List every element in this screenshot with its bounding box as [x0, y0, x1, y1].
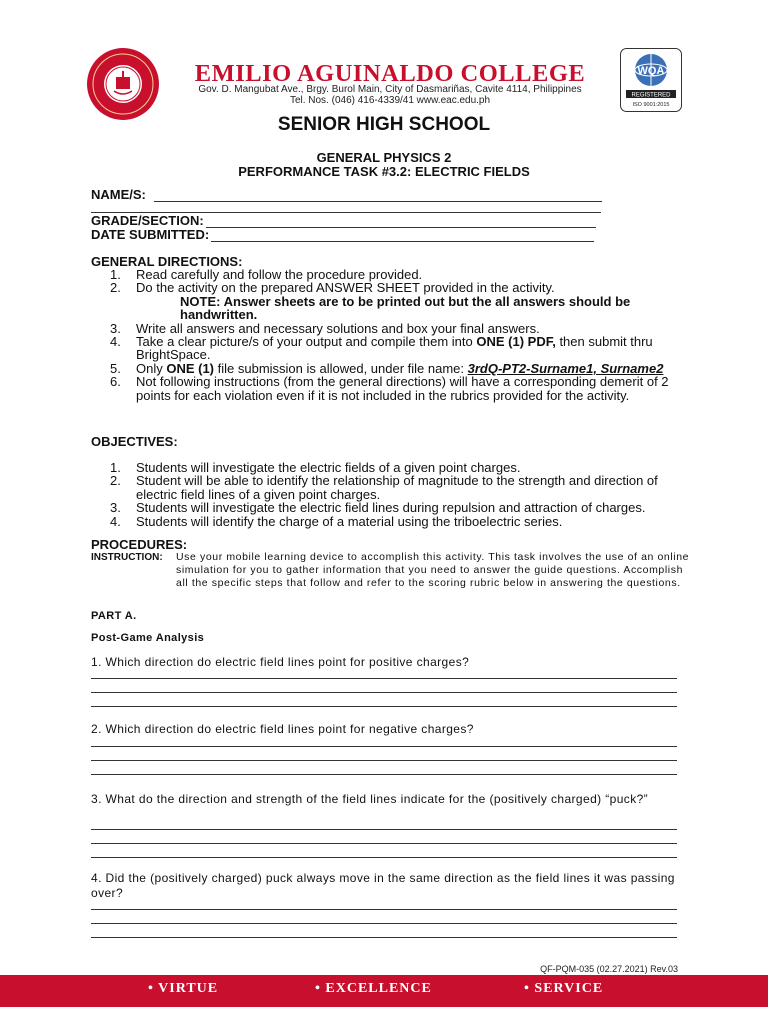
instruction-label: INSTRUCTION: [91, 552, 163, 563]
footer-service: • SERVICE [524, 981, 604, 996]
question-2: 2. Which direction do electric field lines point for negative charges? [91, 722, 474, 736]
grade-section-field[interactable] [91, 213, 596, 228]
names-field[interactable] [91, 187, 602, 202]
answer-line[interactable] [91, 760, 677, 761]
instruction-block [91, 551, 691, 590]
college-seal-logo [86, 47, 160, 121]
footer-banner [0, 975, 768, 1007]
question-3: 3. What do the direction and strength of the field lines indicate for the (positively charged) “puck?” [91, 792, 649, 806]
answer-line[interactable] [91, 678, 677, 679]
footer-virtue: • VIRTUE [148, 981, 219, 996]
list-item: 3. Students will investigate the electric field lines during repulsion and attraction of charges. [110, 500, 646, 516]
subject-title: GENERAL PHYSICS 2 [316, 150, 452, 165]
list-item: 1. Read carefully and follow the procedure provided. [110, 267, 423, 282]
answer-line[interactable] [91, 746, 677, 747]
answer-line[interactable] [91, 923, 677, 924]
procedures-heading: PROCEDURES: [91, 537, 188, 552]
list-item: 2. Do the activity on the prepared ANSWER SHEET provided in the activity. [110, 280, 555, 296]
list-item: 4. Students will identify the charge of a material using the triboelectric series. [110, 513, 563, 529]
general-directions-heading: GENERAL DIRECTIONS: [91, 254, 243, 269]
list-item: 6. Not following instructions (from the general directions) will have a corresponding demerit of 2 points for each violation even if it is not included in the rubrics provided for the activity. [110, 374, 669, 403]
form-code: QF-PQM-035 (02.27.2021) Rev.03 [540, 964, 678, 974]
list-item: 5. Only ONE (1) file submission is allowed, under file name: 3rdQ-PT2-Surname1, Surname2 [110, 360, 664, 376]
answer-line[interactable] [91, 692, 677, 693]
college-address: Gov. D. Mangubat Ave., Brgy. Burol Main, City of Dasmariñas, Cavite 4114, Philippines [198, 84, 582, 95]
names-input-line[interactable] [154, 190, 602, 202]
list-item: 1. Students will investigate the electric fields of a given point charges. [110, 460, 521, 475]
svg-text:WQA: WQA [637, 65, 665, 77]
answer-line[interactable] [91, 774, 677, 775]
answer-line[interactable] [91, 909, 677, 910]
answer-line[interactable] [91, 706, 677, 707]
general-directions-list [110, 268, 670, 402]
list-item: 3. Write all answers and necessary solutions and box your final answers. [110, 320, 540, 336]
svg-text:REGISTERED: REGISTERED [631, 92, 671, 99]
list-item: 4. Take a clear picture/s of your output and compile them into ONE (1) PDF, then submit thru BrightSpace. [110, 334, 653, 363]
answer-line[interactable] [91, 843, 677, 844]
svg-text:ISO 9001:2015: ISO 9001:2015 [632, 102, 670, 108]
date-submitted-label: DATE SUBMITTED: [91, 227, 210, 242]
list-item: 2. Student will be able to identify the relationship of magnitude to the strength and direction of electric field lines of a given point charges. [110, 473, 658, 502]
footer-excellence: • EXCELLENCE [315, 981, 432, 996]
part-a-label: PART A. [91, 610, 137, 622]
college-contact: Tel. Nos. (046) 416-4339/41 www.eac.edu.ph [289, 95, 491, 106]
department-title: SENIOR HIGH SCHOOL [277, 114, 491, 135]
date-submitted-field[interactable] [91, 227, 594, 242]
answer-line[interactable] [91, 857, 677, 858]
names-label: NAME/S: [91, 187, 146, 202]
question-4: 4. Did the (positively charged) puck always move in the same direction as the field lines it was passing over? [91, 871, 675, 900]
date-submitted-input-line[interactable] [211, 230, 594, 242]
task-title: PERFORMANCE TASK #3.2: ELECTRIC FIELDS [238, 164, 530, 179]
question-1: 1. Which direction do electric field lines point for positive charges? [91, 655, 470, 669]
answer-line[interactable] [91, 937, 677, 938]
instruction-text: Use your mobile learning device to accomplish this activity. This task involves the use of an online simulation for you to gather information that you need to answer the guide questions. Accomplish all the specific steps that follow and refer to the scoring rubric below in answering the questions. [176, 551, 690, 589]
file-name-format: 3rdQ-PT2-Surname1, Surname2 [467, 360, 664, 376]
post-game-analysis-label: Post-Game Analysis [91, 632, 205, 644]
grade-section-label: GRADE/SECTION: [91, 213, 204, 228]
answer-line[interactable] [91, 829, 677, 830]
college-name: EMILIO AGUINALDO COLLEGE [194, 60, 586, 87]
list-item-note: NOTE: Answer sheets are to be printed out but the all answers should be handwritten. [180, 293, 631, 323]
objectives-list [110, 461, 670, 528]
objectives-heading: OBJECTIVES: [91, 434, 178, 449]
